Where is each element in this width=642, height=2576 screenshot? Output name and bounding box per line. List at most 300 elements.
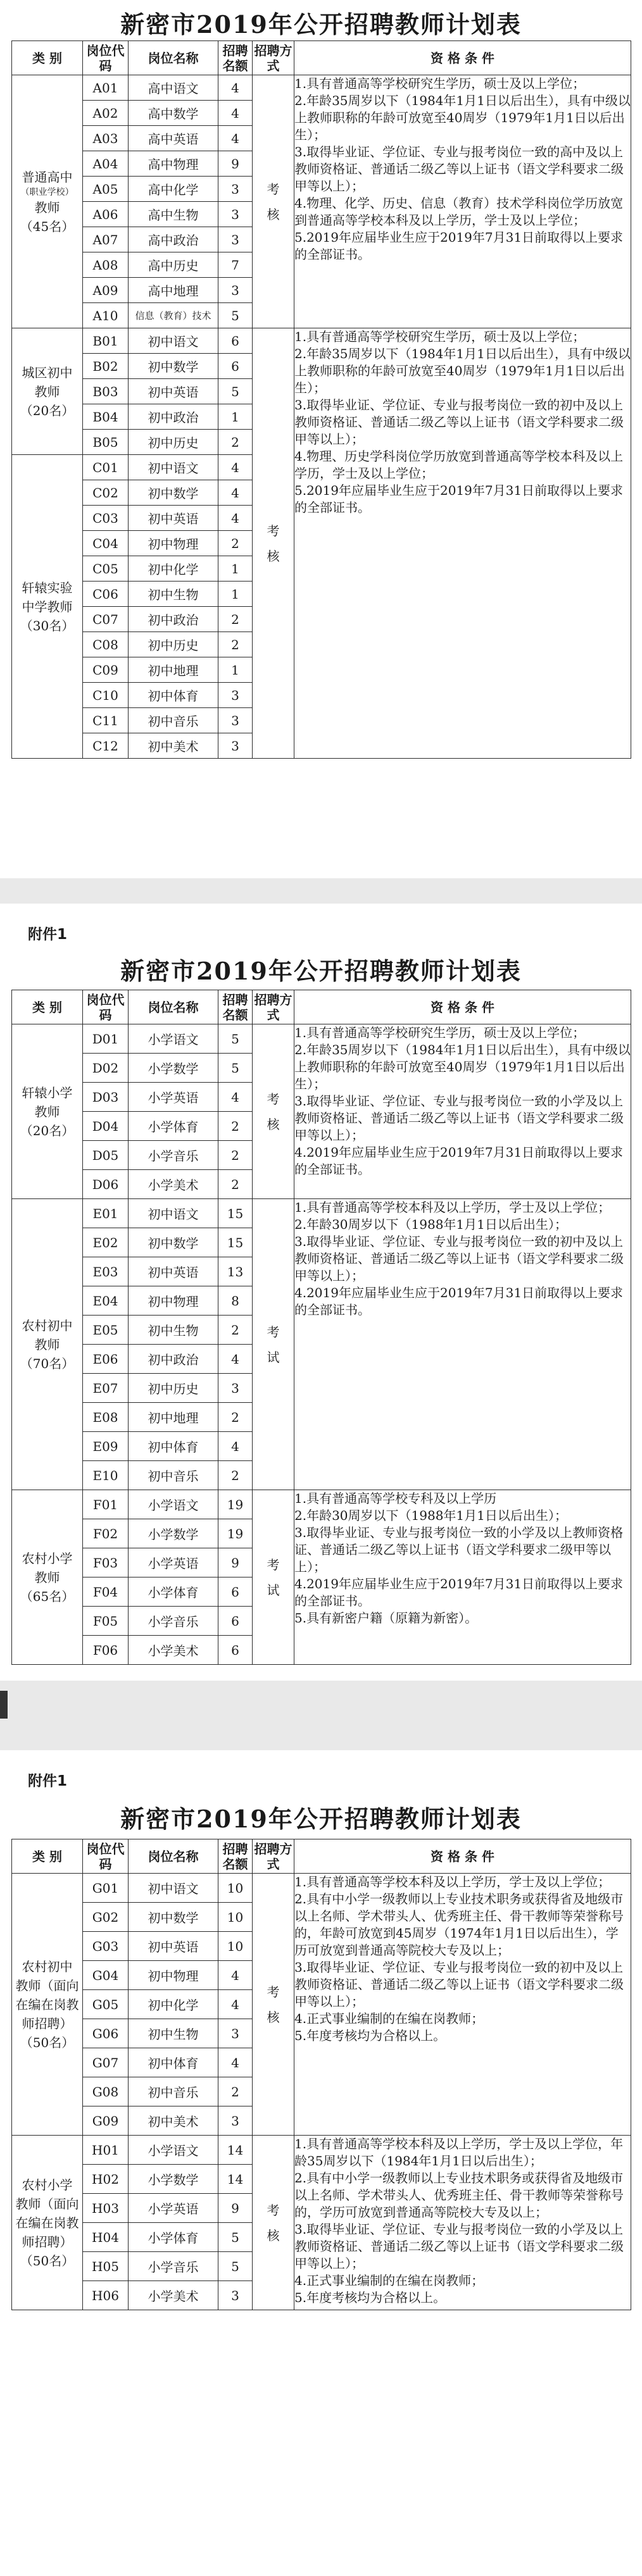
requirement-item: 2.年龄35周岁以下（1984年1月1日以后出生），具有中级以上教师职称的年龄可放宽至40周岁（1979年1月1日以后出生）；	[294, 1042, 631, 1092]
position-name: 高中物理	[129, 151, 218, 177]
table-row	[12, 328, 631, 354]
position-code: G02	[83, 1903, 129, 1932]
position-name: 初中历史	[129, 430, 218, 455]
position-code: G05	[83, 1990, 129, 2019]
page-3	[0, 1750, 642, 2576]
requirement-item: 3.取得毕业证、专业与报考岗位一致的小学及以上教师资格证、普通话二级乙等以上证书（语文学科要求二级甲等以上）；	[294, 1525, 624, 1574]
requirement-item: 1.具有普通高等学校专科及以上学历	[294, 1491, 497, 1506]
quota-count: 14	[218, 2136, 253, 2165]
quota-count: 2	[218, 1141, 253, 1170]
position-name: 初中英语	[129, 1932, 218, 1961]
position-code: C02	[83, 480, 129, 506]
requirements-cell	[294, 1199, 631, 1490]
method-char: 考	[267, 1324, 280, 1340]
quota-count: 4	[218, 2048, 253, 2077]
position-name: 初中音乐	[129, 1461, 218, 1490]
position-code: C04	[83, 531, 129, 556]
position-code: C09	[83, 657, 129, 683]
position-code: E01	[83, 1199, 129, 1228]
method-char: 试	[267, 1349, 280, 1365]
position-code: E10	[83, 1461, 129, 1490]
position-code: H04	[83, 2223, 129, 2252]
quota-count: 3	[218, 733, 253, 759]
quota-count: 1	[218, 657, 253, 683]
position-code: E08	[83, 1403, 129, 1432]
requirement-item: 4.正式事业编制的在编在岗教师；	[294, 2273, 484, 2288]
position-code: B03	[83, 379, 129, 404]
requirement-item: 3.取得毕业证、学位证、专业与报考岗位一致的初中及以上教师资格证、普通话二级乙等以上证书（语文学科要求二级甲等以上）；	[294, 1960, 624, 2009]
category-cell	[12, 455, 83, 759]
requirements-cell	[294, 75, 631, 328]
position-code: C07	[83, 607, 129, 632]
position-name: 初中地理	[129, 1403, 218, 1432]
quota-count: 4	[218, 1345, 253, 1374]
quota-count: 2	[218, 607, 253, 632]
requirement-item: 2.具有中小学一级教师以上专业技术职务或获得省及地级市以上名师、学术带头人、优秀班主任、骨干教师等荣誉称号的，年龄可放宽到45周岁（1974年1月1日以后出生），学历可放宽到普通高等院校大专及以上；	[294, 1891, 624, 1958]
page-1	[0, 0, 642, 878]
position-code: H06	[83, 2281, 129, 2310]
position-name: 初中化学	[129, 556, 218, 582]
column-header: 岗位名称	[129, 1839, 218, 1874]
method-char: 考	[267, 2202, 280, 2218]
position-name: 初中数学	[129, 480, 218, 506]
column-header: 岗位名称	[129, 41, 218, 75]
table-row	[12, 1874, 631, 1903]
quota-count: 9	[218, 1548, 253, 1577]
position-code: G06	[83, 2019, 129, 2048]
position-name: 初中音乐	[129, 708, 218, 733]
position-code: H05	[83, 2252, 129, 2281]
category-name: 农村小学	[22, 2177, 73, 2193]
quota-count: 3	[218, 2281, 253, 2310]
requirement-item: 4.物理、历史学科岗位学历放宽到普通高等学校本科及以上学历，学士及以上学位；	[294, 449, 624, 481]
quota-count: 8	[218, 1286, 253, 1316]
method-char: 试	[267, 1582, 280, 1598]
column-header: 岗位代码	[83, 990, 129, 1024]
position-code: E02	[83, 1228, 129, 1257]
position-name: 初中语文	[129, 455, 218, 480]
method-char: 考	[267, 181, 280, 197]
quota-count: 2	[218, 1461, 253, 1490]
category-total: （20名）	[20, 1123, 75, 1138]
requirement-item: 5.年度考核均为合格以上。	[294, 2290, 446, 2305]
position-code: D03	[83, 1083, 129, 1112]
position-name: 初中英语	[129, 506, 218, 531]
quota-count: 2	[218, 2077, 253, 2106]
requirement-item: 1.具有普通高等学校本科及以上学历，学士及以上学位；	[294, 1874, 611, 1889]
position-code: H01	[83, 2136, 129, 2165]
category-cell	[12, 1199, 83, 1490]
category-total: （50名）	[20, 2034, 75, 2050]
category-name: 农村初中	[22, 1958, 73, 1974]
requirement-item: 3.取得毕业证、学位证、专业与报考岗位一致的小学及以上教师资格证、普通话二级乙等以上证书（语文学科要求二级甲等以上）；	[294, 2222, 624, 2271]
position-code: G03	[83, 1932, 129, 1961]
quota-count: 2	[218, 1316, 253, 1345]
requirements-cell	[294, 1024, 631, 1199]
position-code: D01	[83, 1024, 129, 1054]
requirement-item: 2.具有中小学一级教师以上专业技术职务或获得省及地级市以上名师、学术带头人、优秀班主任、骨干教师等荣誉称号的，学历可放宽到普通高等院校大专及以上；	[294, 2170, 624, 2220]
quota-count: 2	[218, 531, 253, 556]
requirement-item: 3.取得毕业证、学位证、专业与报考岗位一致的初中及以上教师资格证、普通话二级乙等以上证书（语文学科要求二级甲等以上）；	[294, 397, 624, 447]
category-cell	[12, 2136, 83, 2310]
annex-label: 附件1	[28, 1773, 68, 1789]
position-code: C10	[83, 683, 129, 708]
page-gap	[0, 1681, 642, 1750]
position-name: 小学英语	[129, 1083, 218, 1112]
column-header: 岗位名称	[129, 990, 218, 1024]
quota-count: 3	[218, 177, 253, 202]
position-code: G01	[83, 1874, 129, 1903]
quota-count: 3	[218, 1374, 253, 1403]
recruit-method	[253, 1874, 294, 2136]
position-name: 小学美术	[129, 1636, 218, 1665]
position-name: 初中英语	[129, 379, 218, 404]
quota-count: 4	[218, 1961, 253, 1990]
header-row	[12, 1839, 631, 1874]
category-cell	[12, 1024, 83, 1199]
position-name: 初中政治	[129, 607, 218, 632]
page-2	[0, 904, 642, 1681]
quota-count: 3	[218, 227, 253, 252]
position-code: F02	[83, 1519, 129, 1548]
method-char: 考	[267, 1984, 280, 2000]
requirement-item: 1.具有普通高等学校本科及以上学历，学士及以上学位，年龄35周岁以下（1984年1月1日以后出生）；	[294, 2136, 624, 2168]
position-code: F06	[83, 1636, 129, 1665]
quota-count: 5	[218, 379, 253, 404]
position-name: 高中政治	[129, 227, 218, 252]
recruit-method	[253, 328, 294, 759]
requirements-cell	[294, 328, 631, 759]
method-char: 考	[267, 1091, 280, 1107]
position-name: 初中语文	[129, 1199, 218, 1228]
position-name: 小学语文	[129, 1024, 218, 1054]
category-total: （65名）	[20, 1588, 75, 1604]
quota-count: 5	[218, 2223, 253, 2252]
position-name: 小学数学	[129, 1054, 218, 1083]
position-code: H02	[83, 2165, 129, 2194]
position-code: E03	[83, 1257, 129, 1286]
requirement-item: 1.具有普通高等学校研究生学历，硕士及以上学位；	[294, 1025, 586, 1040]
column-header: 招聘方式	[253, 41, 294, 75]
category-name: 轩辕小学	[22, 1085, 73, 1100]
position-code: C06	[83, 582, 129, 607]
method-char: 考	[267, 1557, 280, 1572]
requirement-item: 3.取得毕业证、学位证、专业与报考岗位一致的高中及以上教师资格证、普通话二级乙等以上证书（语文学科要求二级甲等以上）；	[294, 144, 624, 194]
position-name: 初中数学	[129, 1228, 218, 1257]
quota-count: 4	[218, 1432, 253, 1461]
position-code: A02	[83, 101, 129, 126]
position-name: 小学英语	[129, 2194, 218, 2223]
position-code: A01	[83, 75, 129, 101]
position-name: 初中物理	[129, 1286, 218, 1316]
category-note: （职业学校）	[20, 187, 74, 197]
quota-count: 2	[218, 1170, 253, 1199]
category-cell	[12, 1490, 83, 1665]
position-code: G08	[83, 2077, 129, 2106]
position-name: 小学音乐	[129, 2252, 218, 2281]
position-name: 初中物理	[129, 531, 218, 556]
quota-count: 4	[218, 1083, 253, 1112]
position-name: 高中英语	[129, 126, 218, 151]
column-header: 资 格 条 件	[294, 1839, 631, 1874]
position-code: D06	[83, 1170, 129, 1199]
column-header: 招聘方式	[253, 1839, 294, 1874]
position-name: 初中历史	[129, 632, 218, 657]
header-row	[12, 990, 631, 1024]
position-name: 初中生物	[129, 1316, 218, 1345]
position-code: A04	[83, 151, 129, 177]
position-code: E04	[83, 1286, 129, 1316]
position-name: 信息（教育）技术	[129, 303, 218, 328]
position-name: 初中地理	[129, 657, 218, 683]
quota-count: 6	[218, 328, 253, 354]
position-name: 初中体育	[129, 683, 218, 708]
quota-count: 2	[218, 1112, 253, 1141]
quota-count: 4	[218, 506, 253, 531]
page-gap	[0, 878, 642, 904]
position-code: A03	[83, 126, 129, 151]
requirement-item: 2.年龄35周岁以下（1984年1月1日以后出生），具有中级以上教师职称的年龄可放宽至40周岁（1979年1月1日以后出生）；	[294, 346, 631, 395]
category-total: （20名）	[20, 402, 75, 418]
position-code: C12	[83, 733, 129, 759]
quota-count: 3	[218, 708, 253, 733]
position-name: 小学体育	[129, 1112, 218, 1141]
category-total: （70名）	[20, 1355, 75, 1371]
position-name: 小学英语	[129, 1548, 218, 1577]
column-header: 招聘名额	[218, 1839, 253, 1874]
table-row	[12, 1024, 631, 1054]
method-char: 核	[267, 548, 280, 564]
quota-count: 3	[218, 202, 253, 227]
column-header: 岗位代码	[83, 41, 129, 75]
category-name-2: 教师（面向在编在岗教师招聘）	[15, 1977, 79, 2031]
quota-count: 4	[218, 101, 253, 126]
recruit-method	[253, 2136, 294, 2310]
category-total: （50名）	[20, 2253, 75, 2268]
category-cell	[12, 75, 83, 328]
category-name-2: 中学教师	[22, 599, 73, 614]
table-row	[12, 75, 631, 101]
category-name: 轩辕实验	[22, 580, 73, 595]
requirement-item: 4.正式事业编制的在编在岗教师；	[294, 2011, 484, 2026]
position-name: 高中化学	[129, 177, 218, 202]
position-name: 初中体育	[129, 2048, 218, 2077]
recruit-method	[253, 1024, 294, 1199]
quota-count: 3	[218, 278, 253, 303]
position-name: 初中生物	[129, 2019, 218, 2048]
position-code: C03	[83, 506, 129, 531]
quota-count: 19	[218, 1490, 253, 1519]
quota-count: 15	[218, 1228, 253, 1257]
requirement-item: 4.2019年应届毕业生应于2019年7月31日前取得以上要求的全部证书。	[294, 1285, 624, 1317]
quota-count: 4	[218, 75, 253, 101]
quota-count: 13	[218, 1257, 253, 1286]
quota-count: 1	[218, 404, 253, 430]
method-char: 核	[267, 2227, 280, 2243]
recruit-method	[253, 1199, 294, 1490]
position-code: D05	[83, 1141, 129, 1170]
quota-count: 9	[218, 2194, 253, 2223]
position-name: 初中语文	[129, 1874, 218, 1903]
position-name: 初中音乐	[129, 2077, 218, 2106]
plan-table	[11, 990, 631, 1665]
column-header: 招聘名额	[218, 990, 253, 1024]
quota-count: 4	[218, 455, 253, 480]
page-title: 新密市2019年公开招聘教师计划表	[120, 10, 522, 39]
quota-count: 6	[218, 354, 253, 379]
method-char: 核	[267, 206, 280, 222]
requirement-item: 5.2019年应届毕业生应于2019年7月31日前取得以上要求的全部证书。	[294, 230, 624, 262]
table-row	[12, 2136, 631, 2165]
position-name: 初中数学	[129, 1903, 218, 1932]
category-total: （45名）	[20, 218, 75, 234]
method-char: 核	[267, 1116, 280, 1132]
plan-table	[11, 40, 631, 759]
position-code: C01	[83, 455, 129, 480]
requirements-cell	[294, 1490, 631, 1665]
position-name: 初中数学	[129, 354, 218, 379]
quota-count: 3	[218, 2106, 253, 2136]
position-name: 小学美术	[129, 1170, 218, 1199]
category-name-2: 教师	[34, 1569, 60, 1585]
position-code: A08	[83, 252, 129, 278]
position-code: D04	[83, 1112, 129, 1141]
quota-count: 2	[218, 430, 253, 455]
category-total: （30名）	[20, 618, 75, 633]
position-code: D02	[83, 1054, 129, 1083]
plan-table	[11, 1839, 631, 2310]
category-cell	[12, 328, 83, 455]
position-name: 初中语文	[129, 328, 218, 354]
requirement-item: 5.年度考核均为合格以上。	[294, 2028, 446, 2043]
quota-count: 14	[218, 2165, 253, 2194]
position-name: 高中数学	[129, 101, 218, 126]
annex-label: 附件1	[28, 926, 68, 943]
quota-count: 10	[218, 1903, 253, 1932]
quota-count: 2	[218, 1403, 253, 1432]
column-header: 岗位代码	[83, 1839, 129, 1874]
position-code: A05	[83, 177, 129, 202]
category-name: 农村小学	[22, 1550, 73, 1566]
requirement-item: 2.年龄35周岁以下（1984年1月1日以后出生），具有中级以上教师职称的年龄可放宽至40周岁（1979年1月1日以后出生）；	[294, 93, 631, 142]
position-code: B01	[83, 328, 129, 354]
position-name: 小学美术	[129, 2281, 218, 2310]
requirement-item: 5.2019年应届毕业生应于2019年7月31日前取得以上要求的全部证书。	[294, 483, 624, 515]
position-code: E07	[83, 1374, 129, 1403]
requirement-item: 4.2019年应届毕业生应于2019年7月31日前取得以上要求的全部证书。	[294, 1145, 624, 1177]
requirement-item: 4.物理、化学、历史、信息（教育）技术学科岗位学历放宽到普通高等学校本科及以上学历，学士及以上学位；	[294, 196, 624, 228]
quota-count: 5	[218, 303, 253, 328]
category-name-2: 教师（面向在编在岗教师招聘）	[15, 2196, 79, 2249]
header-row	[12, 41, 631, 75]
position-name: 初中生物	[129, 582, 218, 607]
method-char: 核	[267, 2009, 280, 2025]
requirement-item: 3.取得毕业证、学位证、专业与报考岗位一致的小学及以上教师资格证、普通话二级乙等以上证书（语文学科要求二级甲等以上）；	[294, 1093, 624, 1143]
category-name: 城区初中	[22, 364, 73, 380]
category-name-2: 教师	[34, 383, 60, 399]
requirements-cell	[294, 2136, 631, 2310]
position-code: F05	[83, 1607, 129, 1636]
quota-count: 6	[218, 1636, 253, 1665]
quota-count: 3	[218, 2019, 253, 2048]
page-title: 新密市2019年公开招聘教师计划表	[120, 957, 522, 985]
position-code: E09	[83, 1432, 129, 1461]
column-header: 资 格 条 件	[294, 990, 631, 1024]
quota-count: 5	[218, 1024, 253, 1054]
quota-count: 9	[218, 151, 253, 177]
page-title: 新密市2019年公开招聘教师计划表	[120, 1805, 522, 1833]
position-code: C05	[83, 556, 129, 582]
requirement-item: 2.年龄30周岁以下（1988年1月1日以后出生）；	[294, 1508, 567, 1523]
category-cell	[12, 1874, 83, 2136]
column-header: 类 别	[12, 1839, 83, 1874]
requirement-item: 1.具有普通高等学校本科及以上学历，学士及以上学位；	[294, 1200, 611, 1215]
position-name: 高中生物	[129, 202, 218, 227]
requirement-item: 5.具有新密户籍（原籍为新密）。	[294, 1610, 478, 1626]
column-header: 类 别	[12, 990, 83, 1024]
quota-count: 4	[218, 480, 253, 506]
column-header: 招聘方式	[253, 990, 294, 1024]
position-code: B04	[83, 404, 129, 430]
category-name: 农村初中	[22, 1317, 73, 1333]
position-name: 高中地理	[129, 278, 218, 303]
position-code: F03	[83, 1548, 129, 1577]
position-name: 初中体育	[129, 1432, 218, 1461]
quota-count: 7	[218, 252, 253, 278]
position-code: A06	[83, 202, 129, 227]
position-name: 初中美术	[129, 733, 218, 759]
position-name: 初中美术	[129, 2106, 218, 2136]
requirement-item: 1.具有普通高等学校研究生学历，硕士及以上学位；	[294, 329, 586, 344]
category-name-2: 教师	[34, 1336, 60, 1352]
quota-count: 10	[218, 1874, 253, 1903]
position-code: A09	[83, 278, 129, 303]
requirements-cell	[294, 1874, 631, 2136]
quota-count: 3	[218, 683, 253, 708]
position-name: 初中政治	[129, 404, 218, 430]
recruit-method	[253, 75, 294, 328]
position-name: 小学音乐	[129, 1141, 218, 1170]
requirement-item: 2.年龄30周岁以下（1988年1月1日以后出生）；	[294, 1217, 567, 1232]
position-code: B05	[83, 430, 129, 455]
position-code: H03	[83, 2194, 129, 2223]
requirement-item: 3.取得毕业证、学位证、专业与报考岗位一致的初中及以上教师资格证、普通话二级乙等以上证书（语文学科要求二级甲等以上）；	[294, 1234, 624, 1283]
position-code: G09	[83, 2106, 129, 2136]
requirement-item: 4.2019年应届毕业生应于2019年7月31日前取得以上要求的全部证书。	[294, 1576, 624, 1608]
quota-count: 4	[218, 126, 253, 151]
position-code: G07	[83, 2048, 129, 2077]
position-name: 小学语文	[129, 1490, 218, 1519]
recruit-method	[253, 1490, 294, 1665]
position-code: G04	[83, 1961, 129, 1990]
position-code: A07	[83, 227, 129, 252]
scroll-indicator	[0, 1691, 8, 1719]
category-name-2: 教师	[34, 199, 60, 215]
position-code: C11	[83, 708, 129, 733]
position-name: 小学数学	[129, 2165, 218, 2194]
quota-count: 6	[218, 1577, 253, 1607]
quota-count: 10	[218, 1932, 253, 1961]
position-code: E05	[83, 1316, 129, 1345]
position-name: 初中物理	[129, 1961, 218, 1990]
quota-count: 5	[218, 1054, 253, 1083]
position-name: 初中英语	[129, 1257, 218, 1286]
position-name: 高中语文	[129, 75, 218, 101]
position-name: 小学体育	[129, 2223, 218, 2252]
quota-count: 15	[218, 1199, 253, 1228]
quota-count: 1	[218, 556, 253, 582]
column-header: 资 格 条 件	[294, 41, 631, 75]
